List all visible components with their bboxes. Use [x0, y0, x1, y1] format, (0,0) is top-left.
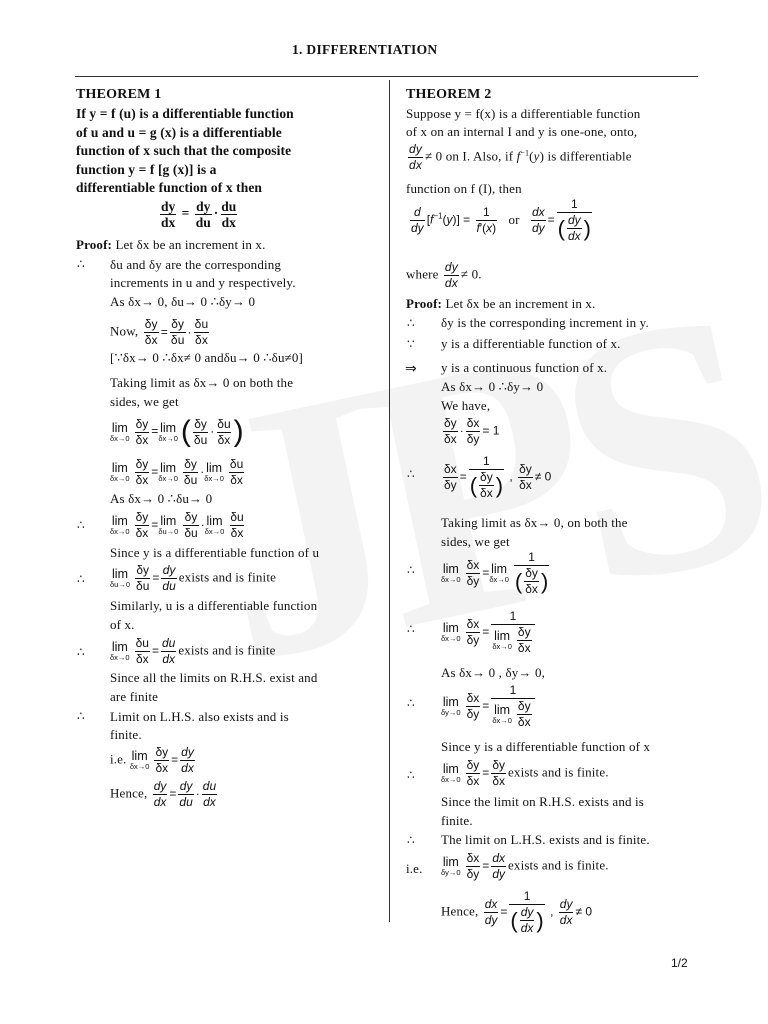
condition-line: $\frac{dy}{dx}$ ≠ 0 on I. Also, if $f^{-1}(y)$ is differentiable — [409, 142, 632, 172]
hence-equation: Hence, $\frac{dy}{dx}$ = $\frac{dy}{du}$ · $\frac{du}{dx}$ — [110, 779, 217, 809]
statement-line: function of x such that the composite — [76, 143, 292, 159]
column-divider — [389, 80, 390, 922]
text-line: Taking limit as δx→ 0 on both the — [110, 375, 294, 390]
text-line: Similarly, u is a differentiable function — [110, 598, 318, 613]
because-symbol: ∵ — [407, 337, 415, 351]
theorem-2-title: THEOREM 2 — [406, 87, 492, 102]
text-line: The limit on L.H.S. exists and is finite. — [441, 832, 650, 847]
page-title: 1. DIFFERENTIATION — [292, 42, 438, 57]
text-line: As δx→ 0 , δy→ 0, — [441, 665, 545, 680]
statement-line: differentiable function of x then — [76, 180, 263, 196]
statement-line: function y = f [g (x)] is a — [76, 161, 217, 177]
text-line: y is a continuous function of x. — [441, 360, 608, 375]
text-line: δu and δy are the corresponding — [110, 257, 282, 272]
text-line: As δx→ 0 ∴δu→ 0 — [110, 491, 213, 506]
text-line: are finite — [110, 689, 159, 704]
therefore-symbol: ∴ — [407, 563, 415, 577]
limit-equation-r1: lim δx→0 $\frac{\delta x}{\delta y}$ = lim δx→0 1 ( $\frac{\delta y}{\delta x}$ ) — [441, 550, 549, 596]
proof-line: Proof: Let δx be an increment in x. — [406, 296, 596, 311]
text-line: of x on an internal I and y is one-one, onto, — [406, 124, 638, 139]
ie-label: i.e. — [406, 861, 423, 876]
now-equation: Now, $\frac{\delta y}{\delta x}$ = $\frac{\delta y}{\delta u}$ · $\frac{\delta u}{\delta x}$ — [110, 317, 209, 347]
hence-equation: Hence, $\frac{dx}{dy}$ = 1 ( $\frac{dy}{dx}$ ) , $\frac{dy}{dx}$ ≠ 0 — [441, 889, 593, 935]
statement-line: If y = f (u) is a differentiable function — [76, 106, 294, 121]
text-line: Suppose y = f(x) is a differentiable function — [406, 106, 641, 121]
where-line: where $\frac{dy}{dx}$ ≠ 0. — [406, 260, 482, 290]
theorem-1-statement — [76, 105, 294, 198]
limit-equation-r5: lim δy→0 $\frac{\delta x}{\delta y}$ = $\frac{dx}{dy}$ exists and is finite. — [441, 851, 609, 881]
limit-equation-r2: lim δx→0 $\frac{\delta x}{\delta y}$ = 1 lim δx→0 $\frac{\delta y}{\delta x}$ — [441, 610, 537, 655]
therefore-symbol: ∴ — [407, 696, 415, 710]
statement-line: of u and u = g (x) is a differentiable — [76, 124, 282, 140]
text-line: We have, — [441, 398, 491, 413]
reciprocal-equation: $\frac{\delta x}{\delta y}$ = 1 ( $\frac{\delta y}{\delta x}$ ) , $\frac{\delta y}{\delta x}$ ≠ 0 — [444, 454, 552, 500]
limit-equation-r4: lim δx→0 $\frac{\delta y}{\delta x}$ = $\frac{\delta y}{\delta x}$ exists and is finite. — [441, 758, 609, 788]
text-line: sides, we get — [110, 394, 179, 409]
text-line: increments in u and y respectively. — [110, 275, 296, 290]
therefore-symbol: ∴ — [77, 645, 85, 659]
limit-equation-3: lim δx→0 $\frac{\delta y}{\delta x}$ = lim δu→0 $\frac{\delta y}{\delta u}$ · lim δx→0 $\frac{\delta u}{\delta x}$ — [110, 510, 244, 540]
therefore-symbol: ∴ — [77, 257, 85, 271]
identity-equation: $\frac{\delta y}{\delta x}$ · $\frac{\delta x}{\delta y}$ = 1 — [444, 416, 500, 446]
limit-equation-1: lim δx→0 $\frac{\delta y}{\delta x}$ = lim δx→0 ( $\frac{\delta y}{\delta u}$ · $\frac{\delta u}{\delta x}$ ) — [110, 415, 244, 448]
text-line: Taking limit as δx→ 0, on both the — [441, 515, 628, 530]
text-line: sides, we get — [441, 534, 510, 549]
therefore-symbol: ∴ — [407, 467, 415, 481]
therefore-symbol: ∴ — [407, 622, 415, 636]
text-line: Limit on L.H.S. also exists and is — [110, 709, 289, 724]
limit-equation-r3: lim δy→0 $\frac{\delta x}{\delta y}$ = 1 lim δx→0 $\frac{\delta y}{\delta x}$ — [441, 684, 537, 729]
text-line: finite. — [441, 813, 473, 828]
proof-line: Proof: Let δx be an increment in x. — [76, 237, 266, 252]
header-rule — [75, 76, 698, 77]
ie-equation: i.e. lim δx→0 $\frac{\delta y}{\delta x}$ = $\frac{dy}{dx}$ — [110, 745, 194, 775]
text-line: Since the limit on R.H.S. exists and is — [441, 794, 645, 809]
text-line: δy is the corresponding increment in y. — [441, 315, 649, 330]
text-line: of x. — [110, 617, 135, 632]
page-number: 1/2 — [671, 956, 688, 970]
therefore-symbol: ∴ — [77, 518, 85, 532]
text-line: function on f (I), then — [406, 181, 522, 196]
text-line: Since y is a differentiable function of x — [441, 739, 651, 754]
text-line: [∵δx→ 0 ∴δx≠ 0 andδu→ 0 ∴δu≠0] — [110, 350, 304, 365]
text-line: Since all the limits on R.H.S. exist and — [110, 670, 318, 685]
limit-equation-4: lim δu→0 $\frac{\delta y}{\delta u}$ = $\frac{dy}{du}$ exists and is finite — [110, 563, 277, 593]
therefore-symbol: ∴ — [77, 572, 85, 586]
limit-equation-5: lim δx→0 $\frac{\delta u}{\delta x}$ = $\frac{du}{dx}$ exists and is finite — [110, 636, 276, 666]
therefore-symbol: ∴ — [407, 833, 415, 847]
text-line: Since y is a differentiable function of u — [110, 545, 320, 560]
text-line: As δx→ 0 ∴δy→ 0 — [441, 379, 544, 394]
text-line: y is a differentiable function of x. — [441, 336, 621, 351]
text-line: finite. — [110, 727, 142, 742]
implies-arrow: ⇒ — [405, 361, 417, 377]
inverse-formula: $\frac{d}{dy}$ $[f^{-1}(y)]$ = $\frac{1}{f'(x)}$ or $\frac{dx}{dy}$ = 1 ( $\frac{dy}{dx}$ ) — [411, 197, 591, 243]
therefore-symbol: ∴ — [77, 709, 85, 723]
theorem-1-title: THEOREM 1 — [76, 87, 162, 102]
therefore-symbol: ∴ — [407, 316, 415, 330]
therefore-symbol: ∴ — [407, 768, 415, 782]
chain-rule-formula: $\frac{dy}{dx}$ = $\frac{dy}{du}$ · $\frac{du}{dx}$ — [161, 199, 237, 230]
text-line: As δx→ 0, δu→ 0 ∴δy→ 0 — [110, 294, 256, 309]
limit-equation-2: lim δx→0 $\frac{\delta y}{\delta x}$ = lim δx→0 $\frac{\delta y}{\delta u}$ · lim δx→0 $\frac{\delta u}{\delta x}$ — [110, 457, 244, 487]
